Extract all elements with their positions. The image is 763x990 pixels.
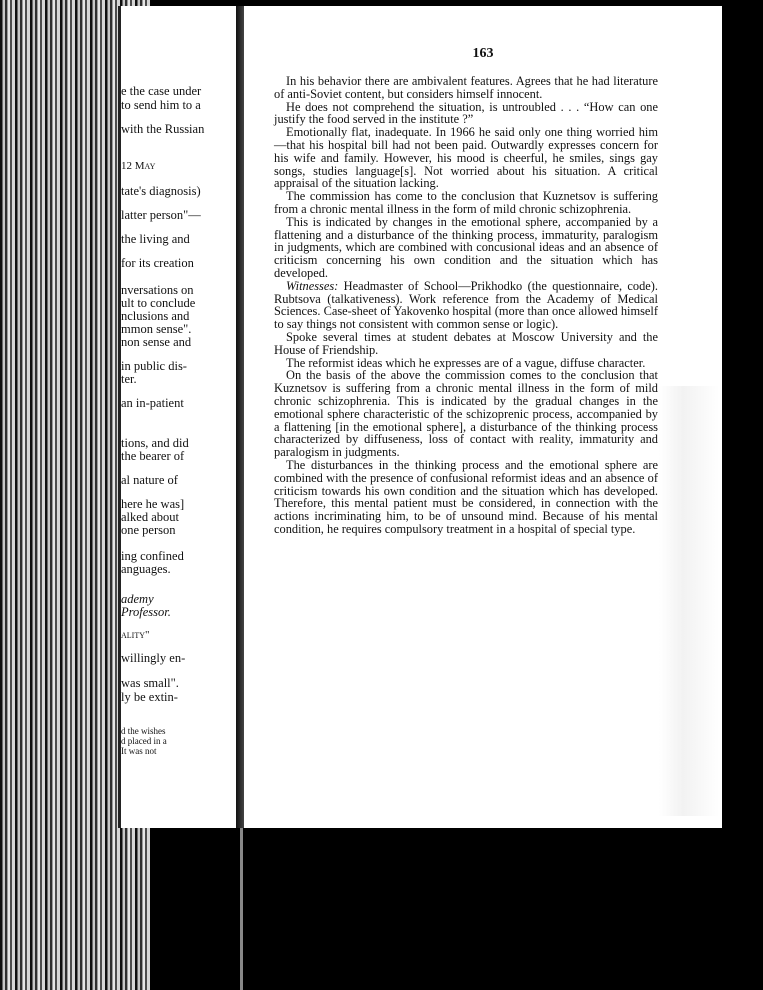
facing-page-line: an in-patient <box>121 396 184 410</box>
facing-page-line: nversations on <box>121 283 194 297</box>
paragraph-disturbances: The disturbances in the thinking process and the emotional sphere are combined with the presence of confusional reformist ideas and an absence of criticism towards his own condition and the situation which has developed. Therefore, this mental patient must be considered, in connection with the actions incriminating him, to be of unsound mind. Because of his mental condition, he requires compulsory treatment in a hospital of special type. <box>274 457 658 536</box>
paragraph-behavior: In his behavior there are ambivalent features. Agrees that he had literature of anti-Soviet content, but considers himself innocent. <box>274 74 658 101</box>
facing-page-line: ly be extin- <box>121 690 178 704</box>
facing-page-line: the bearer of <box>121 449 185 463</box>
facing-page-line: latter person"— <box>121 208 201 222</box>
facing-page-line: nclusions and <box>121 309 190 323</box>
facing-page-line: willingly en- <box>121 651 186 665</box>
facing-page-line: with the Russian <box>121 122 205 136</box>
facing-page-line: in public dis- <box>121 359 187 373</box>
paragraph-final-conclusion: On the basis of the above the commission comes to the conclusion that Kuznetsov is suffering from a chronic mental illness in the form of mild chronic schizophrenia. This is indicated by the gradual changes in the emotional sphere characteristic of the schizoprenic process, accompanied by a flattening [in the emotional sphere], a disturbance of the thinking process characterized by diffuseness, loss of contact with reality, immaturity and paralogism in judgments. <box>274 368 658 460</box>
facing-page-line: the living and <box>121 232 190 246</box>
paragraph-debates: Spoke several times at student debates at Moscow University and the House of Friendship. <box>274 329 658 357</box>
facing-page-line: ademy <box>121 592 154 606</box>
facing-page-line: here he was] <box>121 497 185 511</box>
facing-page-line: alked about <box>121 510 179 524</box>
facing-page-line: anguages. <box>121 562 171 576</box>
paragraph-indicators: This is indicated by changes in the emotional sphere, accompanied by a flattening and a disturbance of the thinking process, immaturity, paralogism in judgments, which are combined with concusional ideas and an absence of criticism concerning his own condition and the situation which has developed. <box>274 214 658 280</box>
facing-page-line: ter. <box>121 372 137 386</box>
facing-page-line: tate's diagnosis) <box>121 184 201 198</box>
facing-page-line: e the case under <box>121 84 202 98</box>
book-gutter <box>236 6 244 828</box>
facing-page-line: d the wishes <box>121 726 166 736</box>
page-number: 163 <box>472 46 494 61</box>
facing-page-line: one person <box>121 523 176 537</box>
facing-page-line: It was not <box>121 746 157 756</box>
facing-page-line: 12 May <box>121 160 156 172</box>
facing-page-line: d placed in a <box>121 736 167 746</box>
facing-page-line: ing confined <box>121 549 184 563</box>
facing-page-line: ult to conclude <box>121 296 196 310</box>
facing-page-line: for its creation <box>121 256 194 270</box>
facing-page-line: al nature of <box>121 473 178 487</box>
document-page <box>244 6 722 828</box>
paragraph-commission-conclusion: The commission has come to the conclusion that Kuznetsov is suffering from a chronic mental illness in the form of mild chronic schizophrenia. <box>274 189 658 216</box>
witnesses-label: Witnesses: <box>286 278 339 293</box>
facing-page-line: ality" <box>121 629 150 641</box>
paragraph-reformist: The reformist ideas which he expresses are of a vague, diffuse character. <box>286 355 646 370</box>
paper-shade <box>659 386 719 816</box>
facing-page-fragment <box>118 6 243 828</box>
facing-page-line: to send him to a <box>121 98 201 112</box>
facing-page-line: non sense and <box>121 335 192 349</box>
facing-page-line: mmon sense". <box>121 322 192 336</box>
facing-page-line: was small". <box>121 676 179 690</box>
body-text <box>274 75 658 536</box>
paragraph-emotional: Emotionally flat, inadequate. In 1966 he said only one thing worried him—that his hospital bill had not been paid. Outwardly expresses concern for his wife and family. However, his mood is cheerful, he smiles, sings gay songs, studies language[s]. Not worried about his situation. A critical appraisal of the situation lacking. <box>274 125 658 191</box>
paragraph-comprehension: He does not comprehend the situation, is untroubled . . . “How can one justify the food served in the institute ?” <box>274 99 658 127</box>
facing-page-line: Professor. <box>121 605 171 619</box>
facing-page-line: tions, and did <box>121 436 189 450</box>
scan-streak <box>240 828 243 990</box>
paragraph-witnesses: Witnesses: Headmaster of School—Prikhodko (the questionnaire, code). Rubtsova (talkativeness). Work reference from the Academy of Medical Sciences. Case-sheet of Yakovenko hospital (more than once allowed himself to say things not consistent with common sense or logic). <box>274 278 658 332</box>
